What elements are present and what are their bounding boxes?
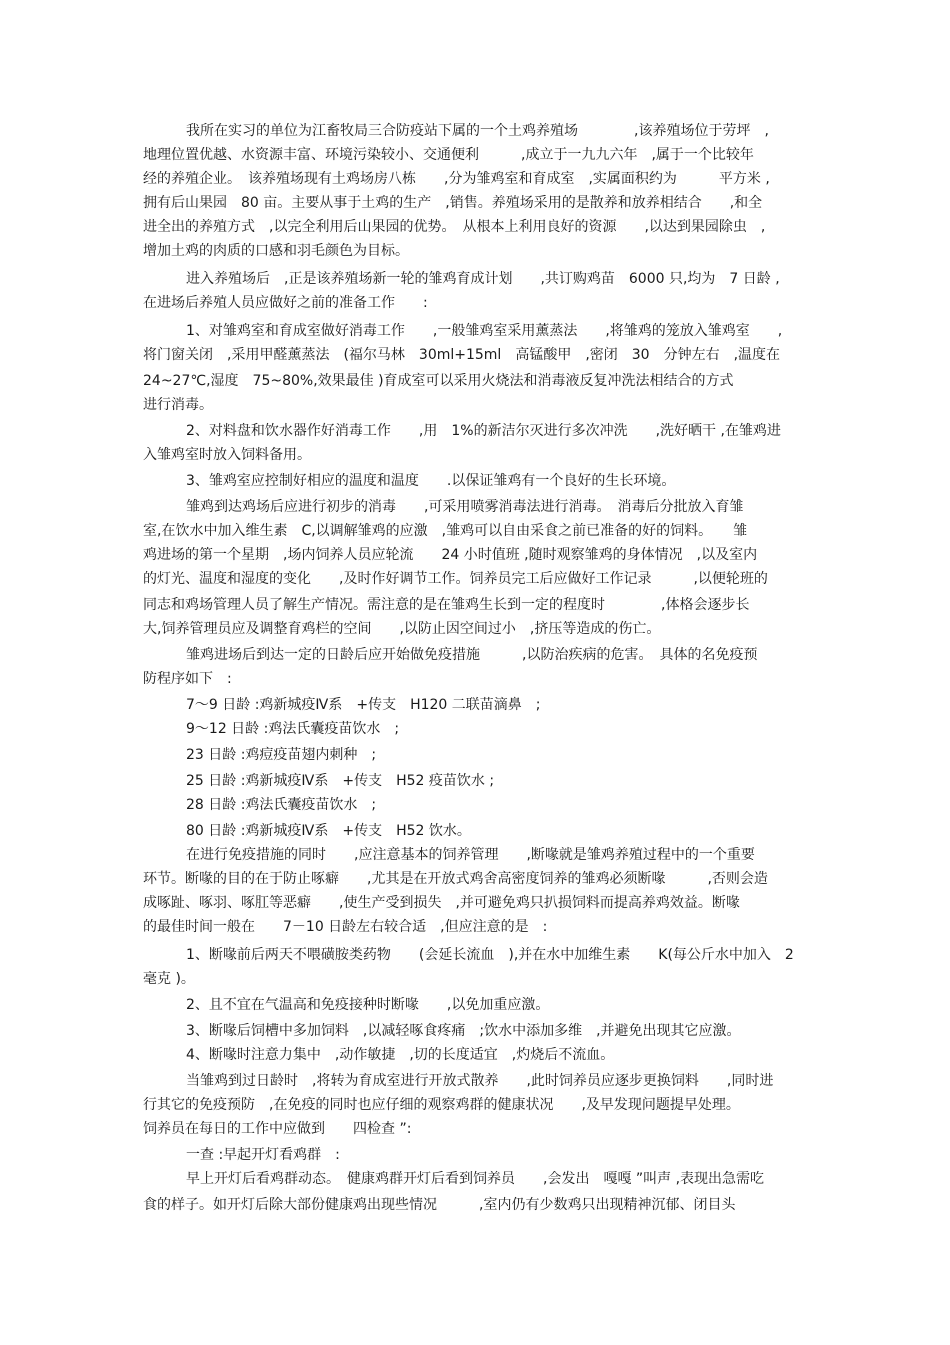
text-line: 入雏鸡室时放入饲料备用。 [143,447,311,463]
text-line: 1、对雏鸡室和育成室做好消毒工作 ,一般雏鸡室采用薰蒸法 ,将雏鸡的笼放入雏鸡室 , [186,323,783,339]
text-line: 经的养殖企业。 该养殖场现有土鸡场房八栋 ,分为雏鸡室和育成室 ,实属面积约为 平方米 , [143,171,770,187]
text-line: 雏鸡进场后到达一定的日龄后应开始做免疫措施 ,以防治疾病的危害。 具体的名免疫预 [186,647,758,663]
text-line: 进全出的养殖方式 ,以完全利用后山果园的优势。 从根本上利用良好的资源 ,以达到果园除虫 , [143,219,766,235]
text-line: 在进场后养殖人员应做好之前的准备工作 : [143,295,428,311]
text-line: 3、断喙后饲槽中多加饲料 ,以减轻啄食疼痛 ;饮水中添加多维 ,并避免出现其它应激。 [186,1023,741,1039]
text-line: 一查 :早起开灯看鸡群 : [186,1147,340,1163]
text-line: 拥有后山果园 80 亩。主要从事于土鸡的生产 ,销售。养殖场采用的是散养和放养相结合 ,和全 [143,195,763,211]
text-line: 雏鸡到达鸡场后应进行初步的消毒 ,可采用喷雾消毒法进行消毒。 消毒后分批放入育雏 [186,499,744,515]
text-line: 7～9 日龄 :鸡新城疫Ⅳ系 +传支 H120 二联苗滴鼻 ; [186,697,541,713]
text-line: 大,饲养管理员应及调整育鸡栏的空间 ,以防止因空间过小 ,挤压等造成的伤亡。 [143,621,661,637]
text-line: 我所在实习的单位为江畜牧局三合防疫站下属的一个土鸡养殖场 ,该养殖场位于劳坪 , [186,123,769,139]
text-line: 2、且不宜在气温高和免疫接种时断喙 ,以免加重应激。 [186,997,550,1013]
text-line: 的灯光、温度和湿度的变化 ,及时作好调节工作。饲养员完工后应做好工作记录 ,以便轮班的 [143,571,768,587]
text-line: 进入养殖场后 ,正是该养殖场新一轮的雏鸡育成计划 ,共订购鸡苗 6000 只,均为 7 日龄 , [186,271,780,287]
text-line: 24~27℃,湿度 75~80%,效果最佳 )育成室可以采用火烧法和消毒液反复冲洗法相结合的方式 [143,373,734,389]
text-line: 防程序如下 : [143,671,232,687]
text-line: 地理位置优越、水资源丰富、环境污染较小、交通便利 ,成立于一九九六年 ,属于一个比较年 [143,147,754,163]
text-line: 进行消毒。 [143,397,213,413]
text-line: 1、断喙前后两天不喂磺胺类药物 (会延长流血 ),并在水中加维生素 K(每公斤水中加入 2 [186,947,794,963]
text-line: 23 日龄 :鸡痘疫苗翅内刺种 ; [186,747,377,763]
text-line: 室,在饮水中加入维生素 C,以调解雏鸡的应激 ,雏鸡可以自由采食之前已准备的好的饲料。 雏 [143,523,748,539]
text-line: 9～12 日龄 :鸡法氏囊疫苗饮水 ; [186,721,400,737]
text-line: 早上开灯后看鸡群动态。 健康鸡群开灯后看到饲养员 ,会发出 嘎嘎 ”叫声 ,表现出急需吃 [186,1171,765,1187]
text-line: 饲养员在每日的工作中应做到 四检查 ”: [143,1121,412,1137]
text-line: 毫克 )。 [143,971,195,987]
text-line: 环节。断喙的目的在于防止啄癖 ,尤其是在开放式鸡舍高密度饲养的雏鸡必须断喙 ,否则会造 [143,871,768,887]
text-line: 25 日龄 :鸡新城疫Ⅳ系 +传支 H52 疫苗饮水 ; [186,773,495,789]
text-line: 行其它的免疫预防 ,在免疫的同时也应仔细的观察鸡群的健康状况 ,及早发现问题提早处理。 [143,1097,740,1113]
text-line: 3、雏鸡室应控制好相应的温度和温度 .以保证雏鸡有一个良好的生长环境。 [186,473,676,489]
text-line: 同志和鸡场管理人员了解生产情况。需注意的是在雏鸡生长到一定的程度时 ,体格会逐步长 [143,597,750,613]
text-line: 28 日龄 :鸡法氏囊疫苗饮水 ; [186,797,377,813]
text-line: 当雏鸡到过日龄时 ,将转为育成室进行开放式散养 ,此时饲养员应逐步更换饲料 ,同时进 [186,1073,774,1089]
text-line: 将门窗关闭 ,采用甲醛薰蒸法 (福尔马林 30ml+15ml 高锰酸甲 ,密闭 30 分钟左右 ,温度在 [143,347,781,363]
text-line: 的最佳时间一般在 7－10 日龄左右较合适 ,但应注意的是 : [143,919,548,935]
text-line: 2、对料盘和饮水器作好消毒工作 ,用 1%的新洁尔灭进行多次冲洗 ,洗好晒干 ,在雏鸡进 [186,423,781,439]
text-line: 4、断喙时注意力集中 ,动作敏捷 ,切的长度适宜 ,灼烧后不流血。 [186,1047,615,1063]
text-line: 鸡进场的第一个星期 ,场内饲养人员应轮流 24 小时值班 ,随时观察雏鸡的身体情况 ,以及室内 [143,547,758,563]
text-line: 食的样子。如开灯后除大部份健康鸡出现些情况 ,室内仍有少数鸡只出现精神沉郁、闭目头 [143,1197,736,1213]
text-line: 增加土鸡的肉质的口感和羽毛颜色为目标。 [143,243,409,259]
text-line: 成啄趾、啄羽、啄肛等恶癖 ,使生产受到损失 ,并可避免鸡只扒损饲料而提高养鸡效益。断喙 [143,895,740,911]
text-line: 在进行免疫措施的同时 ,应注意基本的饲养管理 ,断喙就是雏鸡养殖过程中的一个重要 [186,847,755,863]
text-line: 80 日龄 :鸡新城疫Ⅳ系 +传支 H52 饮水。 [186,823,471,839]
